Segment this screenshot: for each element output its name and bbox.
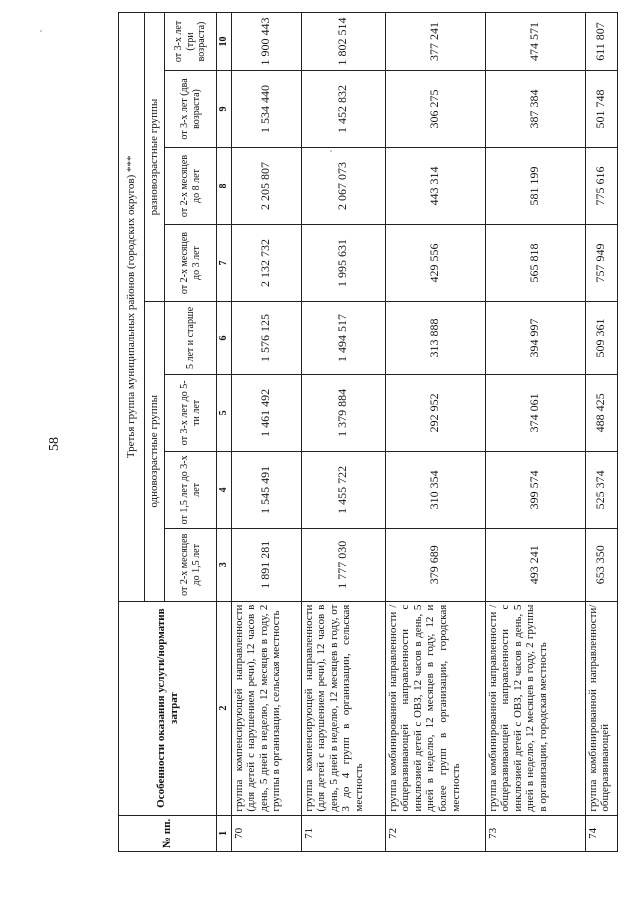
cell-value: 1 494 517 <box>301 302 385 375</box>
header-col-9: от 3-х лет (два возраста) <box>165 70 217 147</box>
cell-value: 1 452 832 <box>301 70 385 147</box>
cell-value: 310 354 <box>385 451 485 528</box>
header-single-age: одновозрастные группы <box>145 302 165 602</box>
cell-value: 374 061 <box>485 374 585 451</box>
row-number: 73 <box>485 815 585 851</box>
table-row <box>231 13 301 852</box>
header-col-7: от 2-х месяцев до 3 лет <box>165 225 217 302</box>
column-index: 8 <box>217 148 232 225</box>
column-index: 1 <box>217 815 232 851</box>
column-index: 10 <box>217 13 232 71</box>
column-index: 5 <box>217 374 232 451</box>
cell-value: 501 748 <box>585 70 617 147</box>
header-col-8: от 2-х месяцев до 8 лет <box>165 148 217 225</box>
cell-value: 509 361 <box>585 302 617 375</box>
column-index: 3 <box>217 528 232 601</box>
cell-value: 581 199 <box>485 148 585 225</box>
cell-value: 1 534 440 <box>231 70 301 147</box>
cell-value: 1 545 491 <box>231 451 301 528</box>
column-index: 4 <box>217 451 232 528</box>
header-col-4: от 1,5 лет до 3-х лет <box>165 451 217 528</box>
row-description: группа компенсирующей направленности (для детей с нарушением речи), 12 часов в день, 5 дней в неделю, 12 месяцев в году, 2 группы в организации, сельская местность <box>231 601 301 815</box>
row-description: группа компенсирующей направленности (для детей с нарушением речи), 12 часов в день, 5 дней в неделю, 12 месяцев в году, от 3 до 4 групп в организации, сельская местность <box>301 601 385 815</box>
row-description: группа комбинированной направленности / общеразвивающей направленности с инклюзией детей с ОВЗ, 12 часов в день, 5 дней в неделю, 12 месяцев в году, 2 группы в организации, городская местность <box>485 601 585 815</box>
cell-value: 379 689 <box>385 528 485 601</box>
row-number: 74 <box>585 815 617 851</box>
column-index: 6 <box>217 302 232 375</box>
table-row <box>301 13 385 852</box>
row-description: группа комбинированной направленности / общеразвивающей направленности с инклюзией детей с ОВЗ, 12 часов в день, 5 дней в неделю, 12 месяцев в году, 12 и более групп в организации, городская местность <box>385 601 485 815</box>
header-col-10: от 3-х лет (три возраста) <box>165 13 217 71</box>
cell-value: 775 616 <box>585 148 617 225</box>
header-col-3: от 2-х месяцев до 1,5 лет <box>165 528 217 601</box>
cell-value: 313 888 <box>385 302 485 375</box>
table-row <box>385 13 485 852</box>
row-number: 72 <box>385 815 485 851</box>
cell-value: 2 132 732 <box>231 225 301 302</box>
scan-speck <box>40 30 42 32</box>
cell-value: 2 205 807 <box>231 148 301 225</box>
rotated-table-wrapper <box>118 12 612 852</box>
column-index: 9 <box>217 70 232 147</box>
cell-value: 443 314 <box>385 148 485 225</box>
cell-value: 394 997 <box>485 302 585 375</box>
cell-value: 1 461 492 <box>231 374 301 451</box>
page-number: 58 <box>47 437 62 451</box>
column-index: 2 <box>217 601 232 815</box>
cell-value: 1 802 514 <box>301 13 385 71</box>
cell-value: 493 241 <box>485 528 585 601</box>
header-col-5: от 3-х лет до 5-ти лет <box>165 374 217 451</box>
cell-value: 377 241 <box>385 13 485 71</box>
cell-value: 306 275 <box>385 70 485 147</box>
header-num: № пп. <box>119 815 217 851</box>
table-row <box>485 13 585 852</box>
row-number: 71 <box>301 815 385 851</box>
cell-value: 474 571 <box>485 13 585 71</box>
cell-value: 653 350 <box>585 528 617 601</box>
cell-value: 292 952 <box>385 374 485 451</box>
cell-value: 1 455 722 <box>301 451 385 528</box>
cell-value: 1 900 443 <box>231 13 301 71</box>
header-description: Особенности оказания услуги/норматив затрат <box>119 601 217 815</box>
cell-value: 2 067 073 <box>301 148 385 225</box>
header-col-6: 5 лет и старше <box>165 302 217 375</box>
cell-value: 387 384 <box>485 70 585 147</box>
table-row <box>585 13 617 852</box>
cell-value: 757 949 <box>585 225 617 302</box>
cost-norms-table <box>118 12 618 852</box>
header-mixed-age: разновозрастные группы <box>145 13 165 302</box>
cell-value: 565 818 <box>485 225 585 302</box>
cell-value: 488 425 <box>585 374 617 451</box>
column-index: 7 <box>217 225 232 302</box>
cell-value: 1 995 631 <box>301 225 385 302</box>
cell-value: 399 574 <box>485 451 585 528</box>
cell-value: 429 556 <box>385 225 485 302</box>
row-description: группа комбинированной направленности/ общеразвивающей <box>585 601 617 815</box>
header-group-title: Третья группа муниципальных районов (городских округов) *** <box>119 13 145 602</box>
cell-value: 1 379 884 <box>301 374 385 451</box>
cell-value: 525 374 <box>585 451 617 528</box>
row-number: 70 <box>231 815 301 851</box>
cell-value: 1 576 125 <box>231 302 301 375</box>
cell-value: 1 891 281 <box>231 528 301 601</box>
cell-value: 611 807 <box>585 13 617 71</box>
cell-value: 1 777 030 <box>301 528 385 601</box>
